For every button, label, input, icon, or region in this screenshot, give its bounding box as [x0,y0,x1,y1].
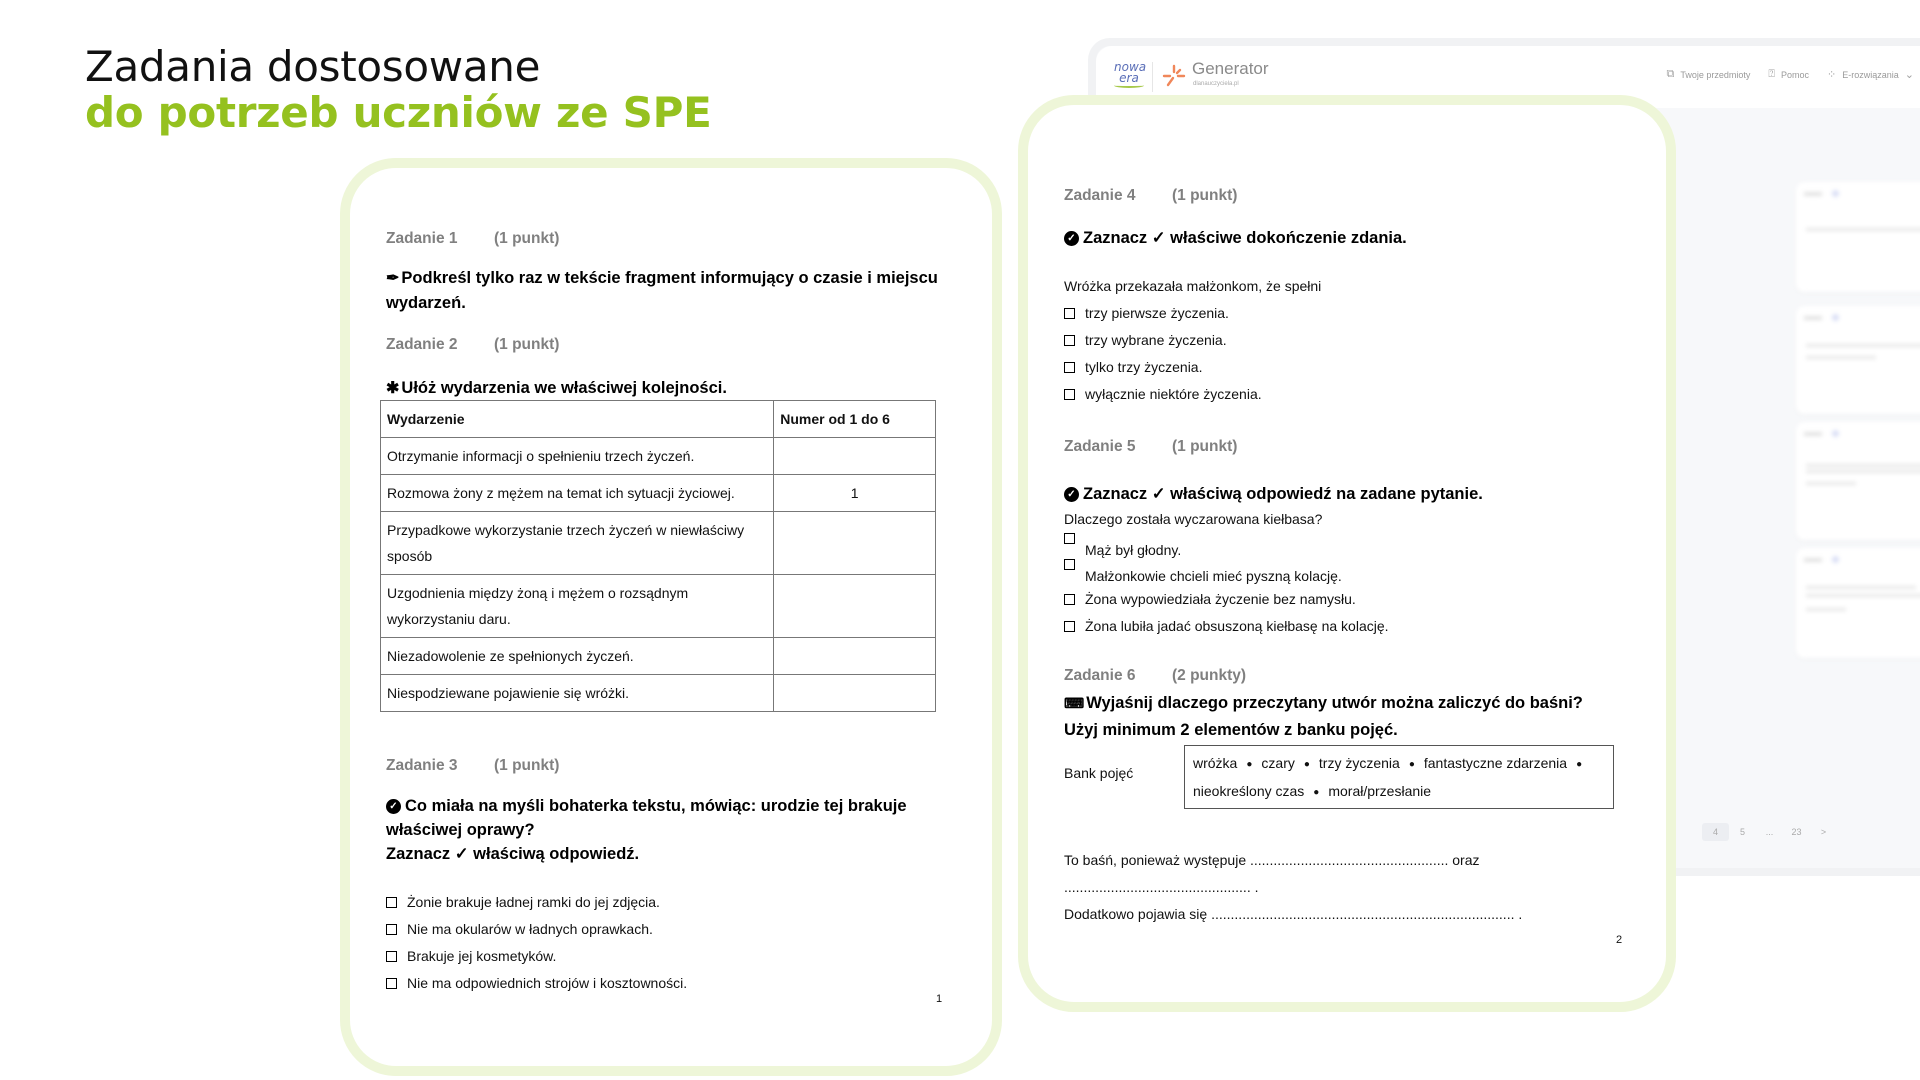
task5-option[interactable]: Mąż był głodny. [1064,533,1181,552]
task1-header: Zadanie 1 (1 punkt) [386,230,560,247]
generator-title[interactable]: Generator [1192,59,1269,78]
task-card[interactable] [1796,306,1920,414]
page-link[interactable]: 5 [1739,827,1745,837]
bank-term: wróżka [1193,755,1238,771]
nav-twoje-przedmioty[interactable]: ⧉ Twoje przedmioty [1666,68,1751,80]
task4-option[interactable]: trzy pierwsze życzenia. [1064,305,1229,321]
checkbox[interactable] [386,924,397,935]
check-circle-icon: ✓ [386,799,401,814]
checkbox[interactable] [1064,559,1075,570]
task5-option[interactable]: Żona wypowiedziała życzenie bez namysłu. [1064,591,1356,607]
pen-icon: ✒ [386,270,400,287]
checkbox[interactable] [386,897,397,908]
worksheet-page-1 [340,158,1002,1076]
bullet-icon: ● [1576,759,1583,770]
answer-line[interactable]: To baśń, ponieważ występuje ................................................... oraz [1064,852,1480,868]
bank-label: Bank pojęć [1064,765,1134,781]
table-row: Niespodziewane pojawienie się wróżki. [381,675,936,712]
answer-line[interactable]: Dodatkowo pojawia się .............................................................................. . [1064,906,1523,922]
next-page-icon[interactable]: > [1820,827,1827,837]
bank-term: czary [1261,755,1295,771]
bank-term: nieokreślony czas [1193,783,1305,799]
nav-e-rozwiazania[interactable]: ⁘ E-rozwiązania ⌄ [1827,69,1914,81]
task5-option[interactable]: Małżonkowie chcieli mieć pyszną kolację. [1064,559,1342,578]
task4-stem: Wróżka przekazała małżonkom, że spełni [1064,278,1322,294]
task4-option[interactable]: tylko trzy życzenia. [1064,359,1202,375]
chevron-down-icon: ⌄ [1904,69,1914,81]
table-row: Rozmowa żony z mężem na temat ich sytuacji życiowej. 1 [381,475,936,512]
task6-instruction: ⌨ Wyjaśnij dlaczego przeczytany utwór można zaliczyć do baśni? Użyj minimum 2 elementów z banku pojęć. [1064,694,1583,739]
pagination [1702,823,1837,841]
table-row: Przypadkowe wykorzystanie trzech życzeń w niewłaściwy sposób [381,512,936,575]
task3-option[interactable]: Żonie brakuje ładnej ramki do jej zdjęcia. [386,894,660,910]
puzzle-icon: ✱ [386,380,400,397]
page-link[interactable]: 4 [1702,823,1729,841]
logo-divider [1152,62,1153,92]
writing-board-icon: ⌨ [1064,695,1085,711]
task2-instruction: ✱ Ułóż wydarzenia we właściwej kolejności. [386,379,727,397]
task4-option[interactable]: wyłącznie niektóre życzenia. [1064,386,1262,402]
page-number: 1 [936,993,943,1005]
task3-instruction: ✓ Co miała na myśli bohaterka tekstu, mówiąc: urodzie tej brakuje właściwej oprawy? Zaznacz ✓ właściwą odpowiedź. [386,797,907,863]
number-input-cell[interactable]: 1 [774,475,936,512]
number-input-cell[interactable] [774,575,936,638]
help-icon: ⍰ [1768,68,1776,80]
task-card[interactable] [1796,422,1920,540]
table-header-number: Numer od 1 do 6 [774,401,936,438]
table-row: Otrzymanie informacji o spełnieniu trzech życzeń. [381,438,936,475]
task4-instruction: ✓ Zaznacz ✓ właściwe dokończenie zdania. [1064,226,1407,250]
check-circle-icon: ✓ [1064,487,1079,502]
generator-spark-icon [1162,64,1186,88]
task4-header: Zadanie 4 (1 punkt) [1064,187,1238,204]
number-input-cell[interactable] [774,675,936,712]
term-bank [1184,745,1614,809]
generator-subtitle: dlanauczyciela.pl [1193,81,1239,87]
bank-term: fantastyczne zdarzenia [1423,755,1568,771]
subjects-icon: ⧉ [1666,68,1675,80]
task4-option[interactable]: trzy wybrane życzenia. [1064,332,1227,348]
headline [85,44,711,136]
task1-instruction: ✒ Podkreśl tylko raz w tekście fragment informujący o czasie i miejscu wydarzeń. [386,269,938,312]
task6-header: Zadanie 6 (2 punkty) [1064,667,1247,684]
table-row: Uzgodnienia między żoną i mężem o rozsądnym wykorzystaniu daru. [381,575,936,638]
task2-header: Zadanie 2 (1 punkt) [386,336,560,353]
app-nav [1667,68,1914,81]
checkbox[interactable] [1064,594,1075,605]
grid-icon: ⁘ [1827,69,1837,81]
checkbox[interactable] [1064,308,1075,319]
task3-option[interactable]: Nie ma odpowiednich strojów i kosztowności. [386,975,687,991]
page-number: 2 [1616,934,1623,946]
number-input-cell[interactable] [774,512,936,575]
bank-term: morał/przesłanie [1328,783,1432,799]
bullet-icon: ● [1313,787,1320,798]
task-list-blurred [1696,116,1920,868]
headline-line2: do potrzeb uczniów ze SPE [85,88,712,137]
bullet-icon: ● [1246,759,1253,770]
checkbox[interactable] [1064,389,1075,400]
task3-header: Zadanie 3 (1 punkt) [386,757,560,774]
nav-pomoc[interactable]: ⍰ Pomoc [1768,68,1810,80]
nowa-era-logo[interactable]: nowa era [1114,62,1144,88]
bullet-icon: ● [1303,759,1310,770]
bullet-icon: ● [1408,759,1415,770]
table-row: Niezadowolenie ze spełnionych życzeń. [381,638,936,675]
task-card[interactable] [1796,548,1920,658]
events-order-table [380,400,936,712]
answer-line[interactable]: ................................................ . [1064,879,1259,895]
check-circle-icon: ✓ [1064,231,1079,246]
checkbox[interactable] [1064,621,1075,632]
task3-option[interactable]: Nie ma okularów w ładnych oprawkach. [386,921,653,937]
checkbox[interactable] [1064,533,1075,544]
checkbox[interactable] [1064,362,1075,373]
bank-term: trzy życzenia [1318,755,1400,771]
checkbox[interactable] [386,951,397,962]
worksheet-page-2 [1018,95,1676,1012]
number-input-cell[interactable] [774,638,936,675]
checkbox[interactable] [1064,335,1075,346]
page-ellipsis: ... [1765,827,1774,837]
task5-header: Zadanie 5 (1 punkt) [1064,438,1238,455]
headline-line1: Zadania dostosowane [85,42,541,91]
task-card[interactable] [1796,182,1920,292]
table-header-event: Wydarzenie [381,401,774,438]
task5-question: Dlaczego została wyczarowana kiełbasa? [1064,511,1323,527]
task3-option[interactable]: Brakuje jej kosmetyków. [386,948,556,964]
task5-option[interactable]: Żona lubiła jadać obsuszoną kiełbasę na kolację. [1064,618,1389,634]
number-input-cell[interactable] [774,438,936,475]
checkbox[interactable] [386,978,397,989]
task5-instruction: ✓ Zaznacz ✓ właściwą odpowiedź na zadane pytanie. [1064,482,1483,506]
page-link[interactable]: 23 [1791,827,1802,837]
